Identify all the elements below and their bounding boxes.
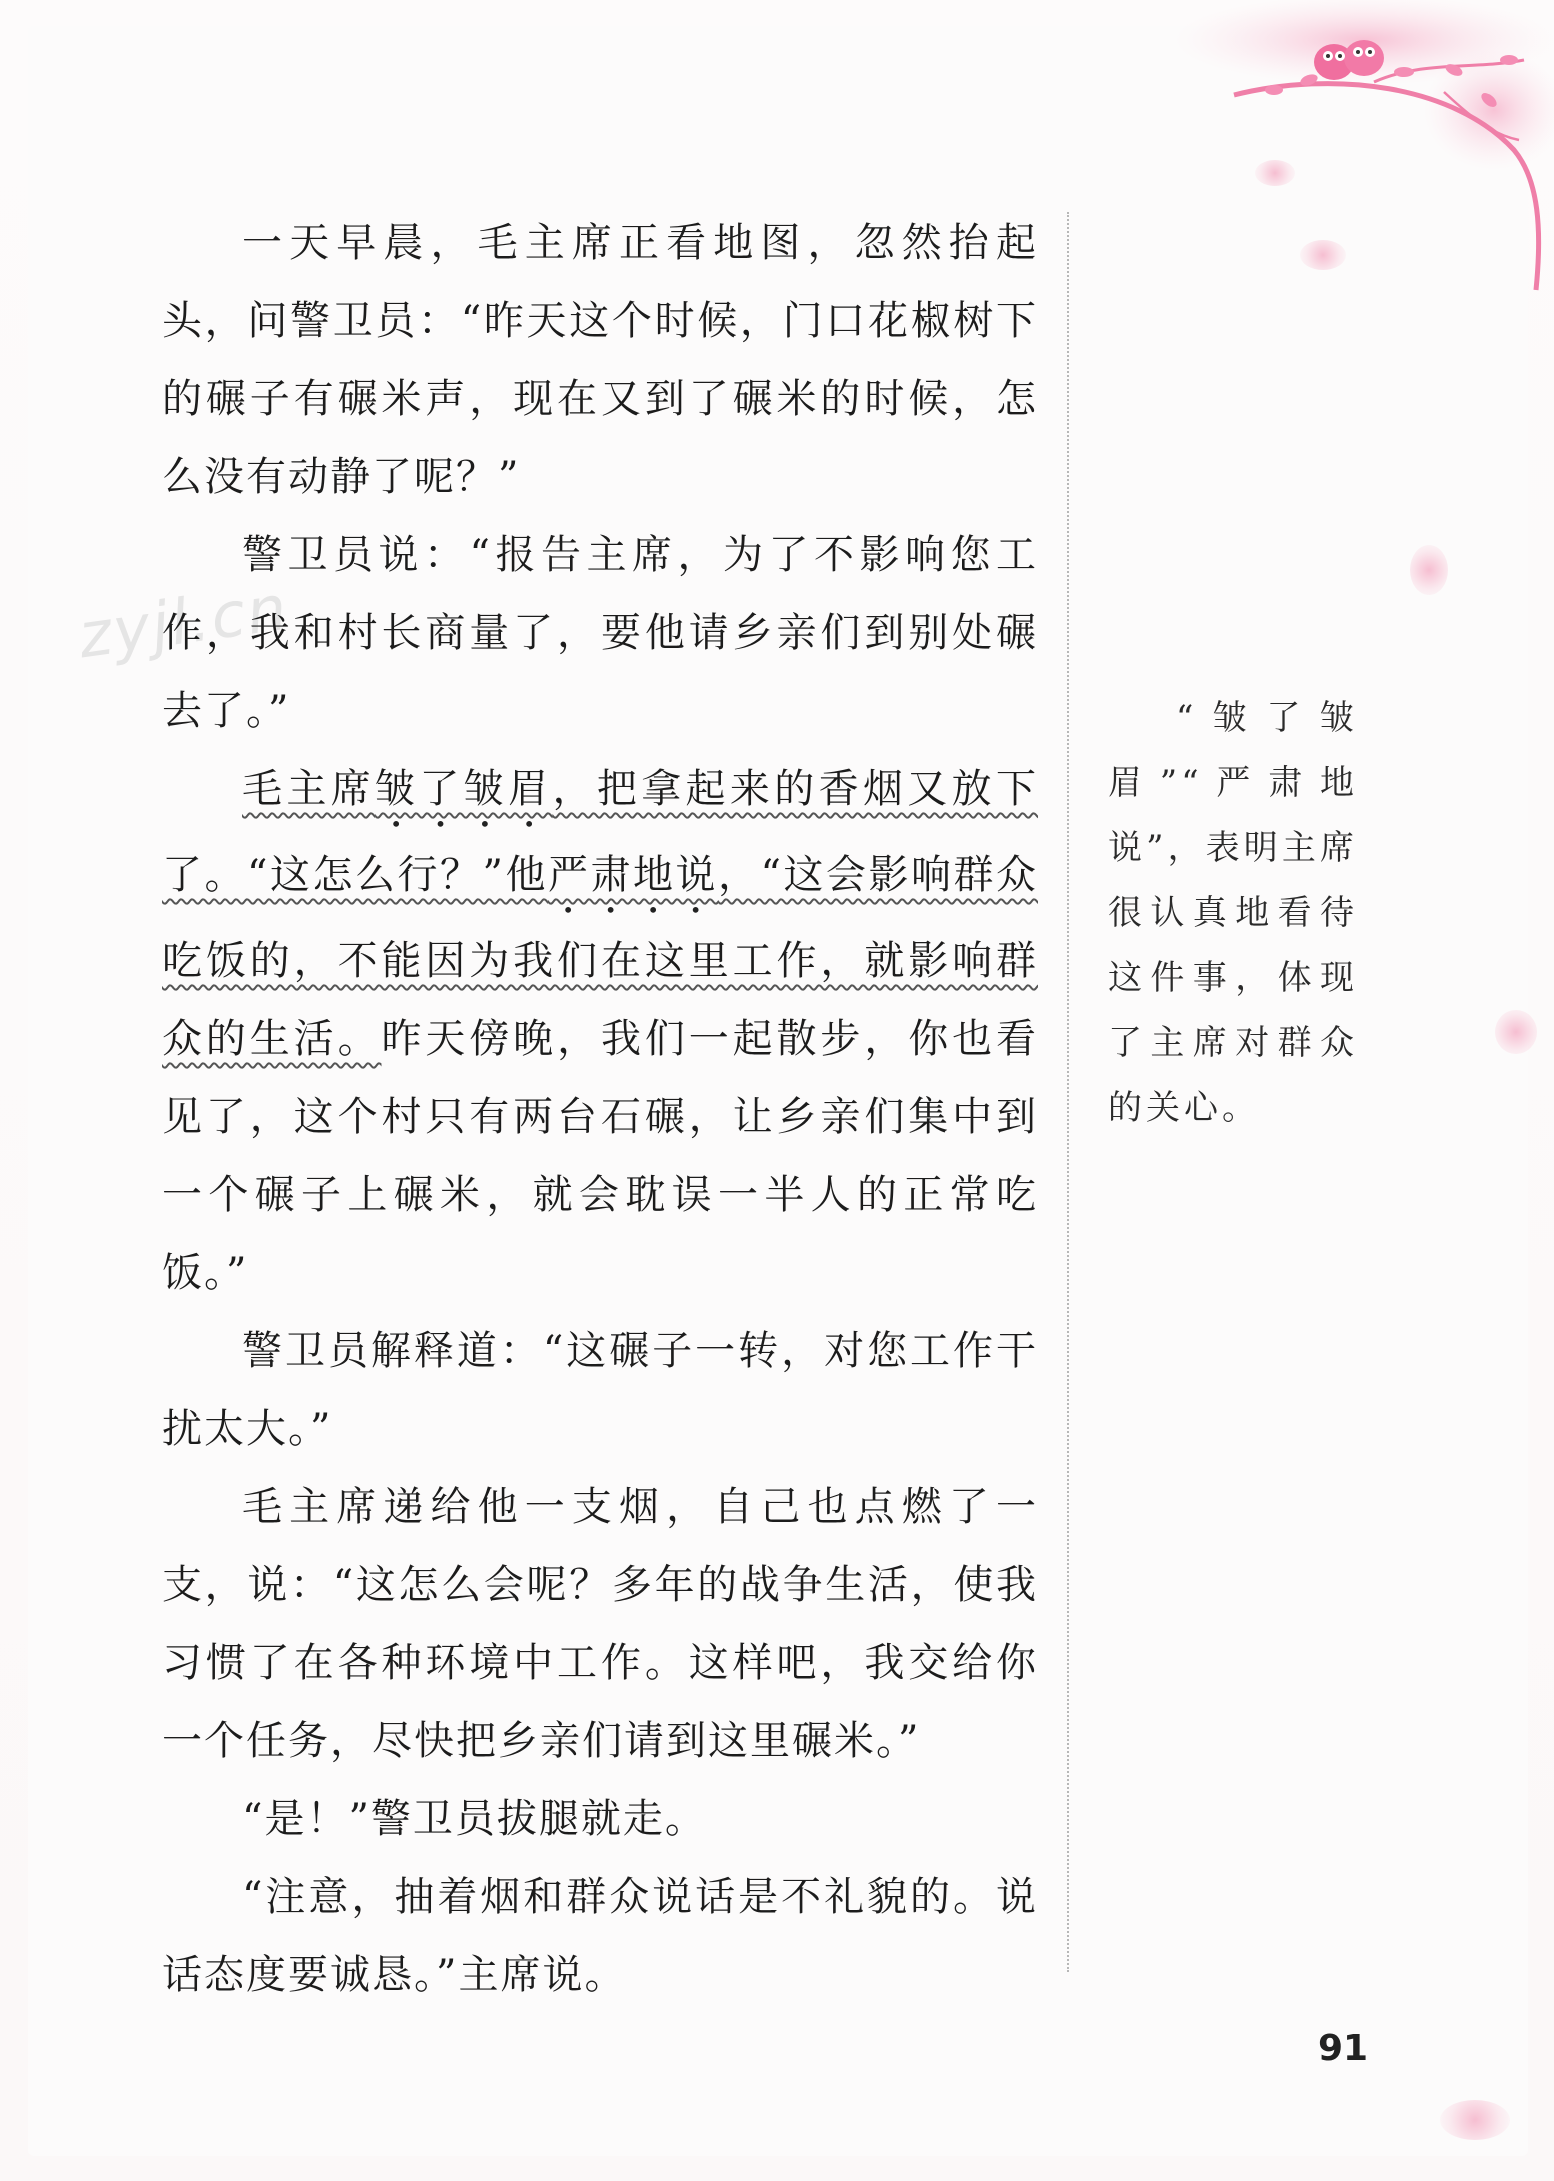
petal-decoration [1255,160,1295,186]
petal-decoration [1410,545,1448,595]
underlined-passage: 毛主席皱了皱眉，把拿起来的香烟又放下了。“这怎么行？”他严肃地说，“这会影响群众吃饭的，不能因为我们在这里工作，就影响群众的生活。 [162,766,1039,1062]
petal-decoration [1495,1010,1537,1054]
paragraph: 一天早晨，毛主席正看地图，忽然抬起头，问警卫员：“昨天这个时候，门口花椒树下的碾子有碾米声，现在又到了碾米的时候，怎么没有动静了呢？” [162,220,1038,500]
page-number: 91 [1318,2028,1369,2069]
watermark: zyjl.cn [73,570,293,673]
emphasized-phrase: 皱了皱眉 [375,766,553,812]
emphasized-phrase: 严肃地说 [547,852,718,898]
paragraph: 警卫员说：“报告主席，为了不影响您工作，我和村长商量了，要他请乡亲们到别处碾去了。” [162,532,1038,734]
paragraph: 警卫员解释道：“这碾子一转，对您工作干扰太大。” [162,1328,1038,1452]
margin-annotation: “皱了皱眉”“严肃地说”，表明主席很认真地看待这件事，体现了主席对群众的关心。 [1108,698,1358,1128]
story-text [162,204,1038,2014]
paragraph: 毛主席递给他一支烟，自己也点燃了一支，说：“这怎么会呢？多年的战争生活，使我习惯了在各种环境中工作。这样吧，我交给你一个任务，尽快把乡亲们请到这里碾米。” [162,1484,1038,1764]
petal-decoration [1300,240,1346,270]
margin-divider [1067,212,1069,1972]
branch-with-birds-illustration [1124,0,1554,330]
paragraph: 毛主席皱了皱眉，把拿起来的香烟又放下了。“这怎么行？”他严肃地说，“这会影响群众吃饭的，不能因为我们在这里工作，就影响群众的生活。昨天傍晚，我们一起散步，你也看见了，这个村只有两台石碾，让乡亲们集中到一个碾子上碾米，就会耽误一半人的正常吃饭。” [162,766,1039,1296]
paragraph: “是！”警卫员拔腿就走。 [242,1796,707,1842]
paragraph: “注意，抽着烟和群众说话是不礼貌的。说话态度要诚恳。”主席说。 [162,1874,1038,1998]
petal-decoration [1440,2100,1510,2140]
